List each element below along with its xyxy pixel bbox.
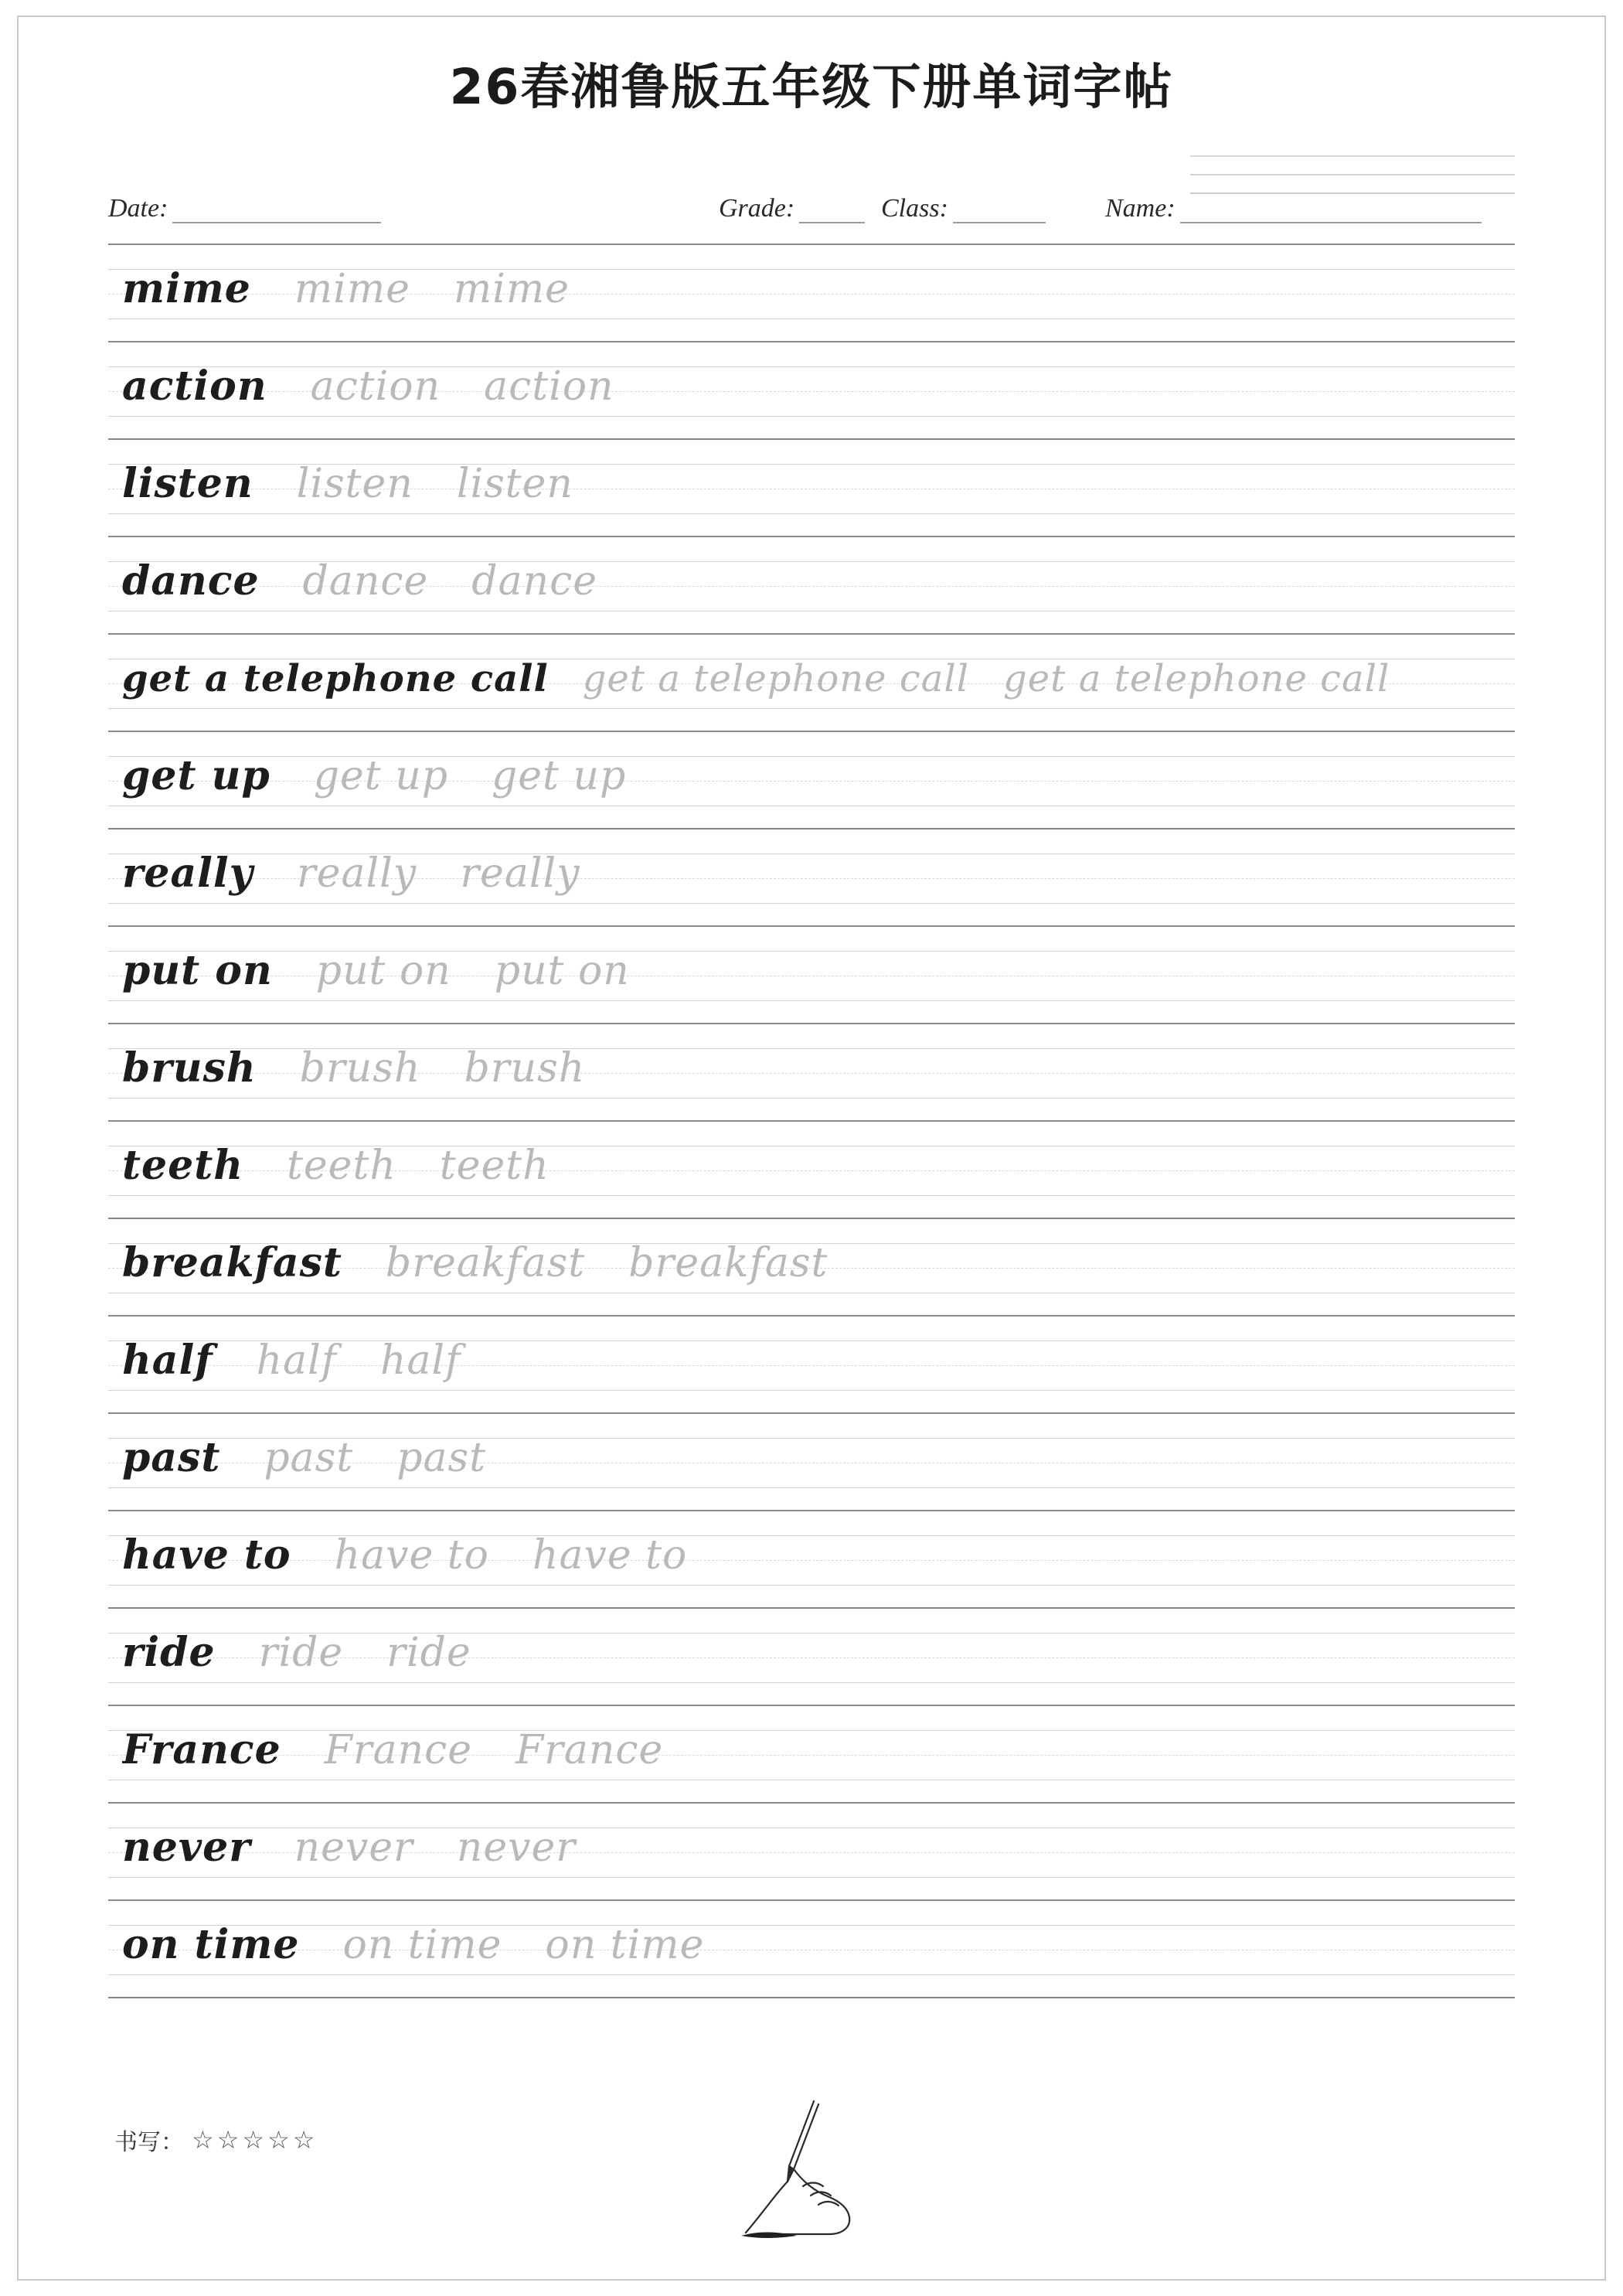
word-trace: get a telephone call	[1003, 657, 1390, 700]
row-words	[122, 356, 1507, 434]
practice-row[interactable]	[108, 732, 1515, 829]
page-content	[108, 31, 1515, 1998]
row-words	[122, 1817, 1507, 1895]
word-trace: France	[324, 1727, 472, 1773]
word-trace: have to	[334, 1532, 489, 1579]
name-stack-line-1	[1190, 138, 1515, 157]
word-model: get up	[122, 752, 270, 799]
practice-sheet	[108, 244, 1515, 1998]
word-trace: never	[294, 1824, 413, 1871]
word-trace: never	[456, 1824, 577, 1871]
row-words	[122, 1233, 1507, 1310]
grade-input[interactable]	[799, 199, 865, 223]
name-input[interactable]	[1180, 199, 1482, 223]
word-trace: action	[484, 363, 614, 410]
word-trace: brush	[464, 1045, 586, 1092]
word-model: France	[122, 1726, 281, 1773]
practice-row[interactable]	[108, 1901, 1515, 1998]
word-model: past	[122, 1434, 221, 1481]
date-input[interactable]	[172, 199, 381, 223]
page-title: 26春湘鲁版五年级下册单词字帖	[449, 59, 1174, 115]
row-words	[122, 1330, 1507, 1408]
word-model: ride	[122, 1629, 216, 1676]
word-trace: teeth	[287, 1143, 396, 1189]
practice-row[interactable]	[108, 1609, 1515, 1706]
row-words	[122, 259, 1507, 336]
name-stack-line-3	[1190, 175, 1515, 194]
grade-field[interactable]	[719, 194, 865, 223]
writing-hand-icon	[723, 2095, 900, 2242]
date-label: Date:	[108, 194, 168, 223]
row-words	[122, 454, 1507, 531]
word-model: on time	[122, 1921, 300, 1968]
word-model: never	[122, 1824, 251, 1871]
class-label: Class:	[881, 194, 948, 223]
name-stack-line-2	[1190, 157, 1515, 175]
practice-row[interactable]	[108, 537, 1515, 635]
page-footer	[108, 2072, 1515, 2242]
handwriting-rating[interactable]	[114, 2123, 318, 2157]
word-trace: ride	[258, 1630, 344, 1676]
row-words	[122, 1428, 1507, 1505]
word-trace: put on	[494, 948, 630, 994]
word-model: brush	[122, 1044, 257, 1092]
practice-row[interactable]	[108, 1219, 1515, 1317]
word-model: half	[122, 1337, 213, 1384]
practice-row[interactable]	[108, 1024, 1515, 1122]
word-trace: mime	[294, 266, 410, 312]
word-trace: listen	[456, 461, 573, 507]
practice-row[interactable]	[108, 342, 1515, 440]
word-trace: have to	[532, 1532, 688, 1579]
word-trace: past	[264, 1435, 354, 1481]
word-trace: listen	[296, 461, 413, 507]
info-row	[108, 146, 1515, 239]
row-words	[122, 1623, 1507, 1700]
name-field[interactable]	[1105, 194, 1482, 223]
word-trace: on time	[545, 1922, 705, 1968]
word-model: teeth	[122, 1142, 244, 1189]
grade-label: Grade:	[719, 194, 795, 223]
word-model: action	[122, 363, 267, 410]
word-trace: France	[515, 1727, 664, 1773]
practice-row[interactable]	[108, 1804, 1515, 1901]
word-model: dance	[122, 557, 260, 605]
word-trace: really	[296, 850, 417, 897]
class-field[interactable]	[881, 194, 1046, 223]
word-trace: dance	[471, 558, 597, 605]
word-model: have to	[122, 1531, 291, 1579]
word-model: mime	[122, 265, 251, 312]
rating-label: 书写：	[114, 2129, 184, 2156]
name-stack-lines	[1190, 138, 1515, 194]
practice-row[interactable]	[108, 1414, 1515, 1511]
practice-row[interactable]	[108, 1122, 1515, 1219]
class-input[interactable]	[953, 199, 1046, 223]
word-trace: breakfast	[628, 1240, 829, 1286]
date-field[interactable]	[108, 194, 381, 223]
word-trace: past	[396, 1435, 487, 1481]
word-trace: get up	[492, 753, 627, 799]
word-model: really	[122, 850, 253, 897]
word-model: breakfast	[122, 1239, 342, 1286]
word-trace: on time	[342, 1922, 502, 1968]
practice-row[interactable]	[108, 245, 1515, 342]
word-trace: half	[256, 1337, 337, 1384]
word-trace: get a telephone call	[582, 657, 970, 700]
row-words	[122, 1136, 1507, 1213]
practice-row[interactable]	[108, 1511, 1515, 1609]
word-model: get a telephone call	[122, 657, 549, 700]
row-words	[122, 746, 1507, 823]
row-words	[122, 843, 1507, 921]
word-trace: ride	[386, 1630, 471, 1676]
word-trace: get up	[313, 753, 448, 799]
practice-row[interactable]	[108, 1317, 1515, 1414]
word-trace: mime	[453, 266, 570, 312]
practice-row[interactable]	[108, 635, 1515, 732]
word-trace: dance	[302, 558, 429, 605]
word-trace: brush	[299, 1045, 421, 1092]
word-trace: really	[460, 850, 580, 897]
row-words	[122, 1038, 1507, 1116]
word-trace: teeth	[439, 1143, 550, 1189]
row-words	[122, 1525, 1507, 1603]
practice-row[interactable]	[108, 927, 1515, 1024]
row-words	[122, 1915, 1507, 1992]
rating-stars[interactable]: ☆☆☆☆☆	[192, 2125, 318, 2155]
row-words	[122, 941, 1507, 1018]
word-trace: half	[380, 1337, 461, 1384]
name-label: Name:	[1105, 194, 1176, 223]
practice-row[interactable]	[108, 1706, 1515, 1804]
word-model: listen	[122, 460, 253, 507]
practice-row[interactable]	[108, 829, 1515, 927]
practice-row[interactable]	[108, 440, 1515, 537]
word-model: put on	[122, 947, 273, 994]
word-trace: put on	[315, 948, 451, 994]
row-words	[122, 649, 1507, 726]
row-words	[122, 551, 1507, 629]
word-trace: action	[310, 363, 441, 410]
row-words	[122, 1720, 1507, 1797]
word-trace: breakfast	[385, 1240, 586, 1286]
